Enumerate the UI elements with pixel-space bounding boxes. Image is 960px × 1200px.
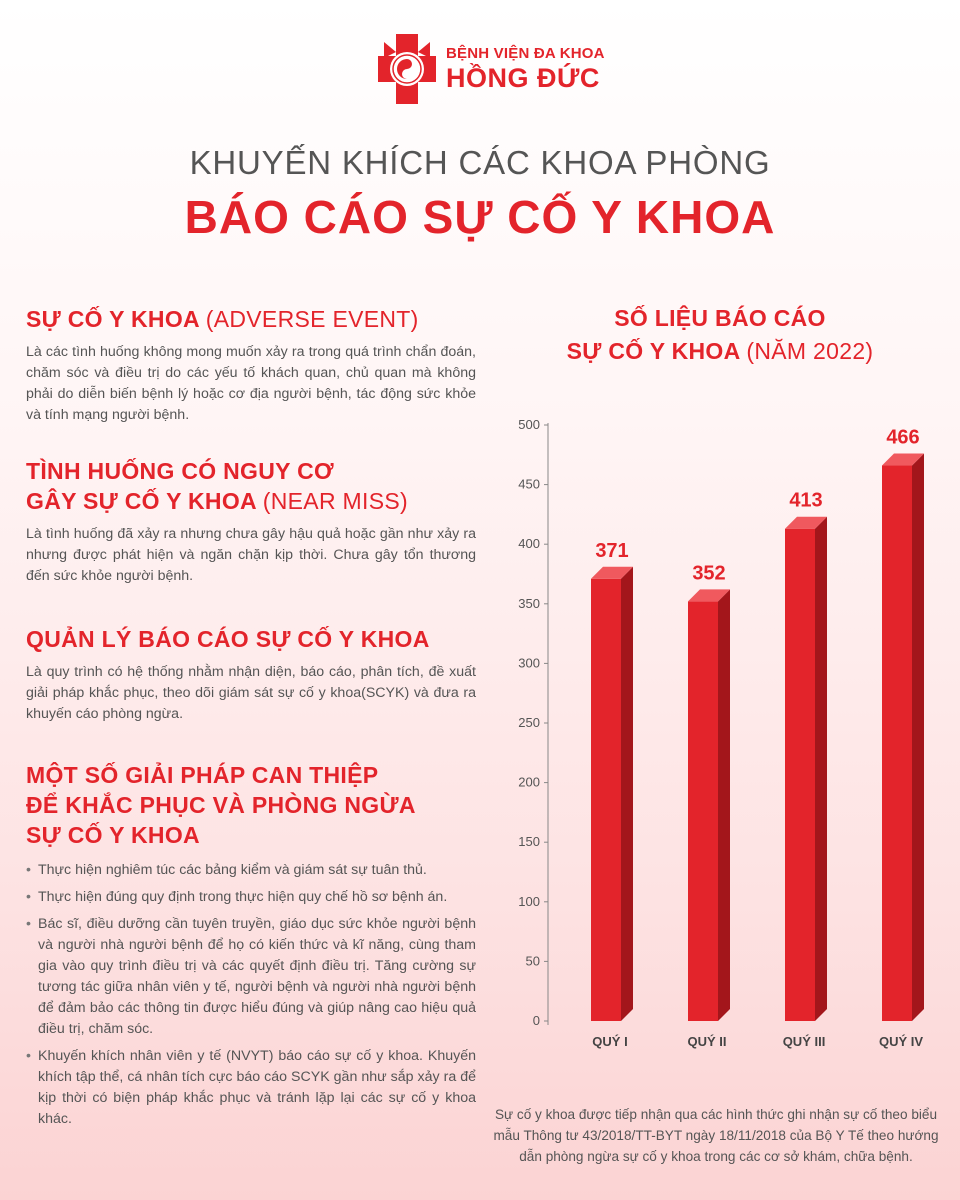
y-tick-label: 100: [518, 893, 540, 909]
section-title: SỰ CỐ Y KHOA (ADVERSE EVENT): [26, 306, 419, 332]
y-tick-label: 0: [532, 1013, 540, 1028]
y-tick-label: 350: [518, 595, 540, 611]
page-title: BÁO CÁO SỰ CỐ Y KHOA: [184, 191, 776, 243]
x-tick-label: QUÝ II: [687, 1034, 727, 1049]
bar-side: [815, 517, 827, 1021]
y-tick-label: 450: [518, 476, 540, 492]
section-adverse-event: [26, 304, 476, 426]
y-tick-label: 500: [518, 417, 540, 432]
bar: [688, 601, 718, 1021]
y-tick-label: 200: [518, 774, 540, 790]
x-tick-label: QUÝ III: [782, 1034, 826, 1049]
section-body: Là tình huống đã xảy ra nhưng chưa gây hậu quả hoặc gần như xảy ra nhưng được phát hiện và ngăn chặn kịp thời. Chưa gây tổn thương đến sức khỏe người bệnh.: [26, 526, 476, 584]
bar: [591, 579, 621, 1021]
section-solutions: [26, 760, 476, 1136]
bar-value-label: 352: [692, 562, 726, 585]
bar-value-label: 466: [886, 426, 920, 449]
section-body: Là các tình huống không mong muốn xảy ra trong quá trình chẩn đoán, chăm sóc và điều trị do các yếu tố khách quan, chủ quan mà không phải do diễn biến bệnh lý hoặc cơ địa người bệnh, tác động sức khỏe và tính mạng người bệnh.: [26, 344, 476, 423]
bar-side: [912, 454, 924, 1021]
hospital-logo: [376, 32, 605, 106]
bar-value-label: 371: [595, 539, 629, 562]
x-tick-label: QUÝ I: [592, 1034, 628, 1049]
y-tick-label: 250: [518, 715, 540, 730]
hospital-cross-logo-icon: [376, 32, 438, 106]
bar: [882, 466, 912, 1021]
section-management: [26, 624, 476, 725]
section-near-miss: [26, 456, 476, 587]
page-subtitle: KHUYẾN KHÍCH CÁC KHOA PHÒNG: [189, 144, 771, 181]
list-item: • Bác sĩ, điều dưỡng cần tuyên truyền, giáo dục sức khỏe người bệnh và người nhà người bệnh để họ có kiến thức và kĩ năng, cùng tham gia vào quy trình điều trị và các quyết định điều trị. Tăng cường sự tương tác giữa nhân viên y tế, người bệnh và người nhà người bệnh để đảm bảo các thông tin được hiểu đúng và giúp nâng cao hiệu quả điều trị, chăm sóc.: [26, 914, 476, 1040]
y-tick-label: 150: [518, 834, 540, 850]
list-item: • Thực hiện đúng quy định trong thực hiện quy chế hồ sơ bệnh án.: [26, 887, 476, 908]
x-tick-label: QUÝ IV: [878, 1034, 924, 1049]
section-body: Là quy trình có hệ thống nhằm nhận diện, báo cáo, phân tích, đề xuất giải pháp khắc phục, theo dõi giám sát sự cố y khoa(SCYK) và đưa ra khuyến cáo phòng ngừa.: [26, 664, 476, 722]
bar-chart: [490, 400, 940, 1060]
hospital-name-line1: BỆNH VIỆN ĐA KHOA: [446, 44, 605, 62]
bar-side: [621, 567, 633, 1021]
list-item: • Thực hiện nghiêm túc các bảng kiểm và giám sát sự tuân thủ.: [26, 860, 476, 881]
bar: [785, 529, 815, 1021]
solutions-list: [26, 860, 476, 1130]
bar-side: [718, 589, 730, 1021]
y-tick-label: 50: [525, 953, 540, 969]
chart-footnote: Sự cố y khoa được tiếp nhận qua các hình thức ghi nhận sự cố theo biểu mẫu Thông tư 43/2018/TT-BYT ngày 18/11/2018 của Bộ Y Tế theo hướng dẫn phòng ngừa sự cố y khoa trong các cơ sở khám, chữa bệnh.: [493, 1107, 939, 1164]
bar-value-label: 413: [789, 489, 823, 512]
y-tick-label: 300: [518, 655, 540, 671]
hospital-name-line2: HỒNG ĐỨC: [446, 62, 600, 93]
section-title: QUẢN LÝ BÁO CÁO SỰ CỐ Y KHOA: [26, 626, 430, 652]
y-tick-label: 400: [518, 536, 540, 552]
section-title: MỘT SỐ GIẢI PHÁP CAN THIỆP ĐỂ KHẮC PHỤC VÀ PHÒNG NGỪA SỰ CỐ Y KHOA: [26, 762, 416, 848]
chart-title: SỐ LIỆU BÁO CÁO SỰ CỐ Y KHOA (NĂM 2022): [566, 305, 874, 364]
list-item: • Khuyến khích nhân viên y tế (NVYT) báo cáo sự cố y khoa. Khuyến khích tập thể, cá nhân tích cực báo cáo SCYK gần như sắp xảy ra để kịp thời có biện pháp khắc phục và tránh lặp lại các sự cố y khoa khác.: [26, 1046, 476, 1130]
section-title: TÌNH HUỐNG CÓ NGUY CƠ GÂY SỰ CỐ Y KHOA (NEAR MISS): [26, 458, 408, 514]
